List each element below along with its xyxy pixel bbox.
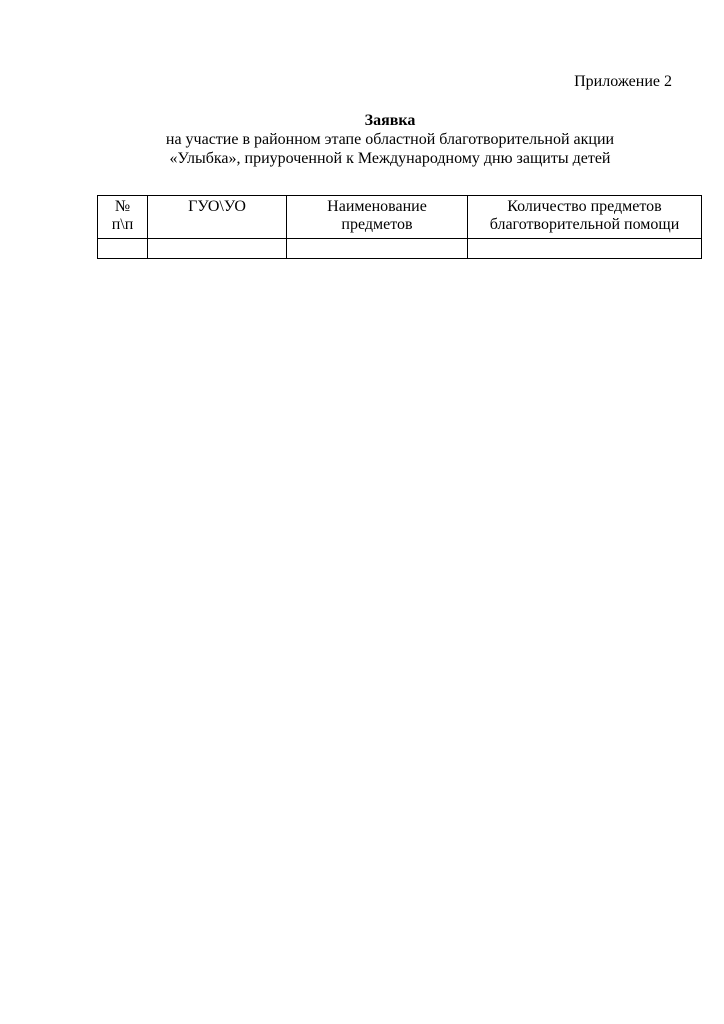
document-subtitle-line-2: «Улыбка», приуроченной к Международному дню защиты детей bbox=[169, 150, 611, 167]
header-quantity-line-2: благотворительной помощи bbox=[489, 216, 680, 233]
header-cell-quantity bbox=[468, 196, 702, 239]
table-cell-item-name[interactable] bbox=[287, 239, 468, 259]
table-cell-quantity[interactable] bbox=[468, 239, 702, 259]
header-quantity-line-1: Количество предметов bbox=[507, 198, 662, 215]
header-number-line-2: п\п bbox=[111, 216, 134, 233]
appendix-label: Приложение 2 bbox=[574, 73, 672, 90]
header-number-line-1: № bbox=[114, 198, 131, 215]
document-heading bbox=[0, 111, 724, 168]
header-item-name-line-2: предметов bbox=[341, 216, 413, 233]
header-organization-line-1: ГУО\УО bbox=[188, 198, 246, 215]
table-header-row bbox=[98, 196, 702, 239]
table-cell-organization[interactable] bbox=[148, 239, 287, 259]
header-cell-number bbox=[98, 196, 148, 239]
header-cell-organization bbox=[148, 196, 287, 239]
table-row bbox=[98, 239, 702, 259]
document-title: Заявка bbox=[364, 112, 416, 129]
request-table bbox=[97, 195, 702, 259]
document-subtitle-line-1: на участие в районном этапе областной благотворительной акции bbox=[165, 131, 615, 148]
header-item-name-line-1: Наименование bbox=[327, 198, 427, 215]
header-cell-item-name bbox=[287, 196, 468, 239]
table-cell-number[interactable] bbox=[98, 239, 148, 259]
